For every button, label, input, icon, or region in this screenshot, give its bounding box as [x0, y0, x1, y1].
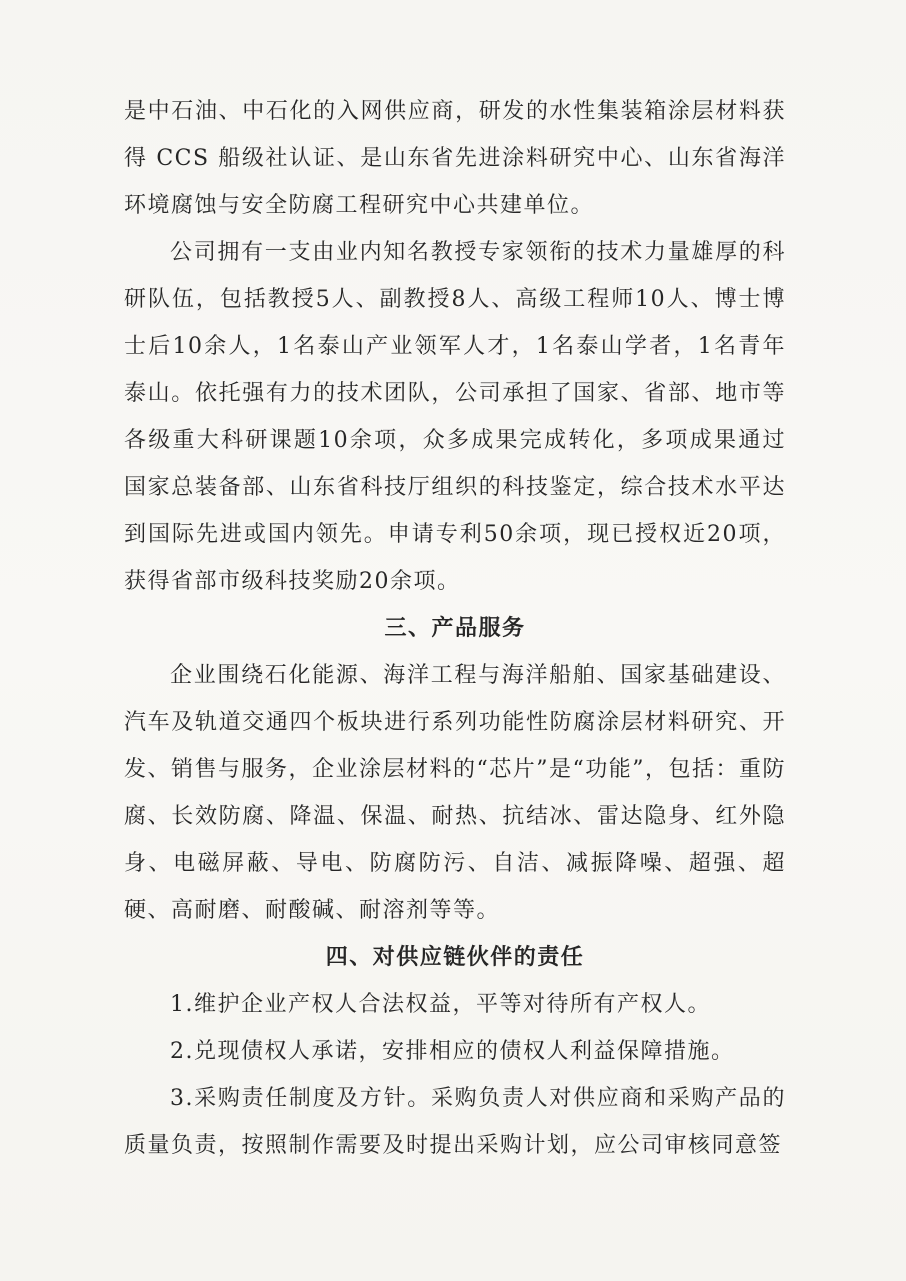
paragraph-certification: 是中石油、中石化的入网供应商，研发的水性集装箱涂层材料获得 CCS 船级社认证、是山东省先进涂料研究中心、山东省海洋环境腐蚀与安全防腐工程研究中心共建单位。	[124, 99, 786, 218]
paragraph-research-team: 公司拥有一支由业内知名教授专家领衔的技术力量雄厚的科研队伍，包括教授5人、副教授8人、高级工程师10人、博士博士后10余人，1名泰山产业领军人才，1名泰山学者，1名青年泰山。依托强有力的技术团队，公司承担了国家、省部、地市等各级重大科研课题10余项，众多成果完成转化，多项成果通过国家总装备部、山东省科技厅组织的科技鉴定，综合技术水平达到国际先进或国内领先。申请专利50余项，现已授权近20项，获得省部市级科技奖励20余项。	[124, 240, 786, 594]
list-item-2: 2.兑现债权人承诺，安排相应的债权人利益保障措施。	[170, 1039, 735, 1064]
section-heading-supply-chain: 四、对供应链伙伴的责任	[325, 944, 585, 970]
paragraph-product-service: 企业围绕石化能源、海洋工程与海洋船舶、国家基础建设、汽车及轨道交通四个板块进行系列功能性防腐涂层材料研究、开发、销售与服务，企业涂层材料的“芯片”是“功能”，包括：重防腐、长效防腐、降温、保温、耐热、抗结冰、雷达隐身、红外隐身、电磁屏蔽、导电、防腐防污、自洁、减振降噪、超强、超硬、高耐磨、耐酸碱、耐溶剂等等。	[124, 663, 786, 923]
section-heading-product-service: 三、产品服务	[384, 615, 526, 641]
list-item-1: 1.维护企业产权人合法权益，平等对待所有产权人。	[170, 992, 711, 1017]
list-item-3: 3.采购责任制度及方针。采购负责人对供应商和采购产品的质量负责，按照制作需要及时提出采购计划，应公司审核同意签	[124, 1086, 786, 1158]
